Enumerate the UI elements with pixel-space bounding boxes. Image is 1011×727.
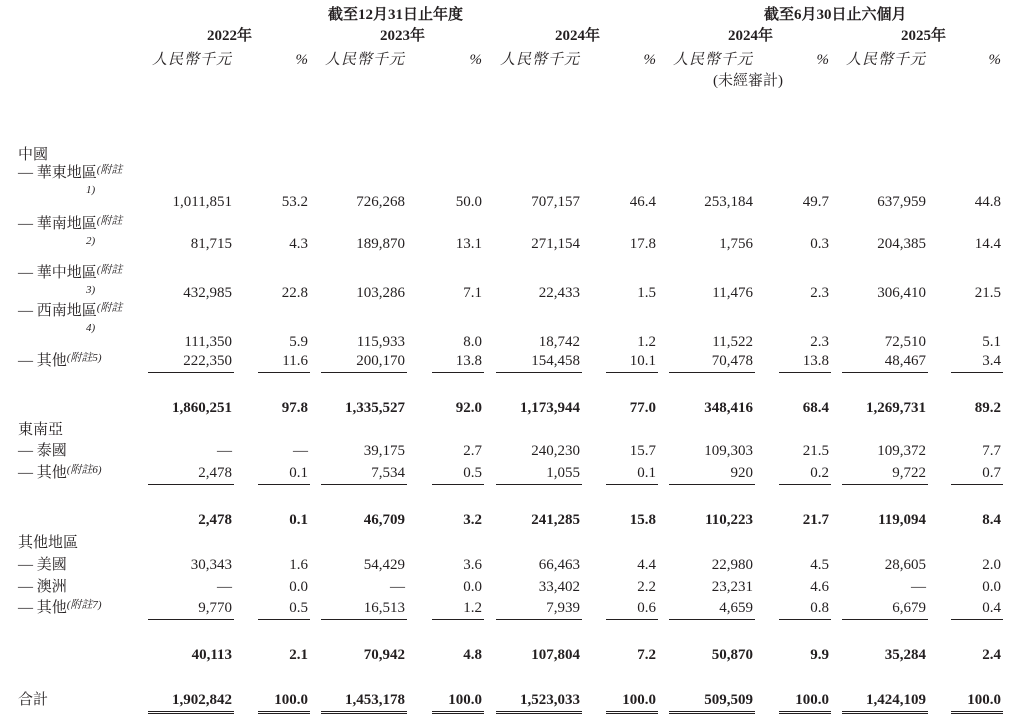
section-label: 東南亞: [18, 422, 64, 438]
percent-cell: 0.8: [810, 600, 829, 616]
amount-cell: 271,154: [531, 236, 580, 252]
amount-cell: 115,933: [356, 334, 405, 350]
amount-cell: 509,509: [704, 692, 753, 708]
amount-cell: —: [911, 579, 926, 595]
percent-cell: 100.0: [448, 692, 482, 708]
double-underline: [321, 711, 407, 715]
row-note-continued: 3): [86, 284, 96, 296]
header-year: 2022年: [206, 28, 252, 44]
underline: [842, 619, 928, 620]
underline: [321, 372, 407, 373]
amount-cell: 348,416: [704, 400, 753, 416]
percent-cell: 1.6: [289, 557, 308, 573]
underline: [258, 484, 310, 485]
percent-cell: 4.5: [810, 557, 829, 573]
underline: [779, 619, 831, 620]
percent-cell: 92.0: [455, 400, 482, 416]
amount-cell: 50,870: [711, 647, 753, 663]
amount-cell: 1,756: [719, 236, 753, 252]
amount-cell: 1,011,851: [172, 194, 232, 210]
percent-cell: 5.1: [982, 334, 1001, 350]
double-underline: [951, 711, 1003, 715]
underline: [951, 619, 1003, 620]
row-label: — 其他$^{(附註7)}$: [18, 599, 102, 616]
percent-cell: 13.8: [802, 353, 829, 369]
underline: [842, 372, 928, 373]
amount-cell: 81,715: [190, 236, 232, 252]
amount-cell: —: [217, 579, 232, 595]
amount-cell: 109,372: [877, 443, 926, 459]
percent-cell: 77.0: [629, 400, 656, 416]
percent-cell: 17.8: [629, 236, 656, 252]
amount-cell: 4,659: [719, 600, 753, 616]
percent-cell: 5.9: [289, 334, 308, 350]
amount-cell: 28,605: [884, 557, 926, 573]
header-percent: %: [816, 52, 829, 68]
amount-cell: 103,286: [356, 285, 405, 301]
header-year: 2024年: [727, 28, 773, 44]
percent-cell: 100.0: [795, 692, 829, 708]
amount-cell: 35,284: [884, 647, 926, 663]
percent-cell: 0.1: [289, 465, 308, 481]
percent-cell: 100.0: [967, 692, 1001, 708]
amount-cell: 48,467: [884, 353, 926, 369]
percent-cell: 1.2: [463, 600, 482, 616]
amount-cell: —: [217, 443, 232, 459]
amount-cell: 2,478: [198, 465, 232, 481]
underline: [148, 372, 234, 373]
amount-cell: 222,350: [183, 353, 232, 369]
percent-cell: 7.2: [637, 647, 656, 663]
amount-cell: 22,980: [711, 557, 753, 573]
percent-cell: 3.4: [982, 353, 1001, 369]
row-label: — 泰國: [18, 443, 67, 459]
header-percent: %: [643, 52, 656, 68]
row-note-continued: 2): [86, 235, 96, 247]
header-unit: 人民幣千元: [324, 52, 405, 68]
amount-cell: 16,513: [363, 600, 405, 616]
percent-cell: 0.7: [982, 465, 1001, 481]
percent-cell: 4.8: [463, 647, 482, 663]
row-label: — 華南地區$^{(附註}$: [18, 215, 123, 232]
header-year: 2025年: [900, 28, 946, 44]
underline: [321, 484, 407, 485]
amount-cell: 30,343: [190, 557, 232, 573]
underline: [842, 484, 928, 485]
amount-cell: 9,722: [892, 465, 926, 481]
header-percent: %: [469, 52, 482, 68]
row-label: — 其他$^{(附註5)}$: [18, 352, 102, 369]
underline: [148, 619, 234, 620]
amount-cell: 40,113: [191, 647, 232, 663]
header-year: 2023年: [379, 28, 425, 44]
header-percent: %: [988, 52, 1001, 68]
amount-cell: 66,463: [538, 557, 580, 573]
percent-cell: 100.0: [622, 692, 656, 708]
header-unit: 人民幣千元: [151, 52, 232, 68]
amount-cell: 18,742: [538, 334, 580, 350]
amount-cell: 1,453,178: [345, 692, 405, 708]
percent-cell: 22.8: [281, 285, 308, 301]
percent-cell: 21.5: [802, 443, 829, 459]
percent-cell: 8.4: [982, 512, 1001, 528]
percent-cell: 14.4: [974, 236, 1001, 252]
underline: [258, 619, 310, 620]
underline: [669, 484, 755, 485]
amount-cell: 11,522: [712, 334, 753, 350]
percent-cell: 2.4: [982, 647, 1001, 663]
underline: [779, 372, 831, 373]
percent-cell: 0.0: [463, 579, 482, 595]
percent-cell: 21.5: [974, 285, 1001, 301]
amount-cell: 70,942: [363, 647, 405, 663]
amount-cell: 110,223: [705, 512, 753, 528]
row-note-continued: 1): [86, 184, 96, 196]
percent-cell: 0.6: [637, 600, 656, 616]
underline: [779, 484, 831, 485]
percent-cell: 7.1: [463, 285, 482, 301]
amount-cell: 253,184: [704, 194, 753, 210]
amount-cell: 707,157: [531, 194, 580, 210]
underline: [951, 372, 1003, 373]
underline: [606, 484, 658, 485]
percent-cell: 2.3: [810, 334, 829, 350]
percent-cell: 2.7: [463, 443, 482, 459]
amount-cell: 54,429: [363, 557, 405, 573]
percent-cell: 53.2: [281, 194, 308, 210]
percent-cell: 50.0: [455, 194, 482, 210]
underline: [669, 372, 755, 373]
header-year: 2024年: [554, 28, 600, 44]
amount-cell: 7,534: [371, 465, 405, 481]
underline: [432, 484, 484, 485]
underline: [496, 619, 582, 620]
percent-cell: 100.0: [274, 692, 308, 708]
amount-cell: —: [390, 579, 405, 595]
underline: [321, 619, 407, 620]
row-note-continued: 4): [86, 322, 96, 334]
underline: [951, 484, 1003, 485]
amount-cell: 1,055: [546, 465, 580, 481]
underline: [258, 372, 310, 373]
amount-cell: 109,303: [704, 443, 753, 459]
header-unit: 人民幣千元: [845, 52, 926, 68]
percent-cell: 15.8: [629, 512, 656, 528]
percent-cell: 2.3: [810, 285, 829, 301]
amount-cell: 111,350: [184, 334, 232, 350]
underline: [496, 372, 582, 373]
header-interim-period: 截至6月30日止六個月: [764, 7, 907, 23]
double-underline: [258, 711, 310, 715]
amount-cell: 1,523,033: [520, 692, 580, 708]
amount-cell: 33,402: [538, 579, 580, 595]
amount-cell: 306,410: [877, 285, 926, 301]
amount-cell: 200,170: [356, 353, 405, 369]
double-underline: [842, 711, 928, 715]
double-underline: [669, 711, 755, 715]
amount-cell: 154,458: [531, 353, 580, 369]
percent-cell: 1.2: [637, 334, 656, 350]
percent-cell: 2.0: [982, 557, 1001, 573]
underline: [432, 372, 484, 373]
percent-cell: 68.4: [802, 400, 829, 416]
percent-cell: 2.1: [289, 647, 308, 663]
percent-cell: 13.8: [455, 353, 482, 369]
amount-cell: 1,335,527: [345, 400, 405, 416]
percent-cell: 0.5: [463, 465, 482, 481]
amount-cell: 46,709: [363, 512, 405, 528]
percent-cell: 4.3: [289, 236, 308, 252]
amount-cell: 2,478: [198, 512, 232, 528]
percent-cell: 9.9: [810, 647, 829, 663]
amount-cell: 9,770: [198, 600, 232, 616]
percent-cell: 0.4: [982, 600, 1001, 616]
double-underline: [148, 711, 234, 715]
amount-cell: 189,870: [356, 236, 405, 252]
header-unaudited: (未經審計): [713, 73, 783, 89]
amount-cell: 1,173,944: [520, 400, 580, 416]
percent-cell: 1.5: [637, 285, 656, 301]
percent-cell: 8.0: [463, 334, 482, 350]
amount-cell: 6,679: [892, 600, 926, 616]
header-unit: 人民幣千元: [499, 52, 580, 68]
percent-cell: 2.2: [637, 579, 656, 595]
double-underline: [432, 711, 484, 715]
percent-cell: —: [293, 443, 308, 459]
percent-cell: 44.8: [974, 194, 1001, 210]
amount-cell: 204,385: [877, 236, 926, 252]
amount-cell: 1,424,109: [866, 692, 926, 708]
amount-cell: 39,175: [363, 443, 405, 459]
amount-cell: 432,985: [183, 285, 232, 301]
underline: [669, 619, 755, 620]
underline: [148, 484, 234, 485]
amount-cell: 11,476: [712, 285, 753, 301]
percent-cell: 13.1: [455, 236, 482, 252]
percent-cell: 0.5: [289, 600, 308, 616]
underline: [432, 619, 484, 620]
header-unit: 人民幣千元: [672, 52, 753, 68]
double-underline: [496, 711, 582, 715]
percent-cell: 0.3: [810, 236, 829, 252]
double-underline: [779, 711, 831, 715]
section-label: 其他地區: [18, 535, 79, 551]
amount-cell: 119,094: [878, 512, 926, 528]
amount-cell: 241,285: [531, 512, 580, 528]
percent-cell: 4.4: [637, 557, 656, 573]
row-label: — 美國: [18, 557, 67, 573]
percent-cell: 4.6: [810, 579, 829, 595]
percent-cell: 89.2: [974, 400, 1001, 416]
percent-cell: 0.0: [289, 579, 308, 595]
percent-cell: 10.1: [629, 353, 656, 369]
percent-cell: 0.1: [289, 512, 308, 528]
amount-cell: 240,230: [531, 443, 580, 459]
underline: [606, 372, 658, 373]
row-label: — 其他$^{(附註6)}$: [18, 464, 102, 481]
amount-cell: 23,231: [711, 579, 753, 595]
percent-cell: 46.4: [629, 194, 656, 210]
amount-cell: 1,860,251: [172, 400, 232, 416]
percent-cell: 15.7: [629, 443, 656, 459]
header-percent: %: [295, 52, 308, 68]
percent-cell: 11.6: [282, 353, 308, 369]
percent-cell: 49.7: [802, 194, 829, 210]
percent-cell: 21.7: [802, 512, 829, 528]
amount-cell: 726,268: [356, 194, 405, 210]
row-label: — 西南地區$^{(附註}$: [18, 302, 123, 319]
percent-cell: 3.2: [463, 512, 482, 528]
percent-cell: 3.6: [463, 557, 482, 573]
row-label: — 華東地區$^{(附註}$: [18, 164, 123, 181]
amount-cell: 7,939: [546, 600, 580, 616]
percent-cell: 0.0: [982, 579, 1001, 595]
amount-cell: 107,804: [531, 647, 580, 663]
underline: [606, 619, 658, 620]
amount-cell: 72,510: [884, 334, 926, 350]
percent-cell: 7.7: [982, 443, 1001, 459]
double-underline: [606, 711, 658, 715]
underline: [496, 484, 582, 485]
amount-cell: 1,902,842: [172, 692, 232, 708]
row-label: — 澳洲: [18, 579, 67, 595]
percent-cell: 0.2: [810, 465, 829, 481]
amount-cell: 22,433: [538, 285, 580, 301]
row-label: 合計: [18, 692, 49, 708]
header-annual-period: 截至12月31日止年度: [328, 7, 464, 23]
row-label: — 華中地區$^{(附註}$: [18, 264, 123, 281]
amount-cell: 637,959: [877, 194, 926, 210]
percent-cell: 97.8: [281, 400, 308, 416]
amount-cell: 1,269,731: [866, 400, 926, 416]
amount-cell: 70,478: [711, 353, 753, 369]
section-label: 中國: [18, 147, 49, 163]
amount-cell: 920: [730, 465, 753, 481]
percent-cell: 0.1: [637, 465, 656, 481]
